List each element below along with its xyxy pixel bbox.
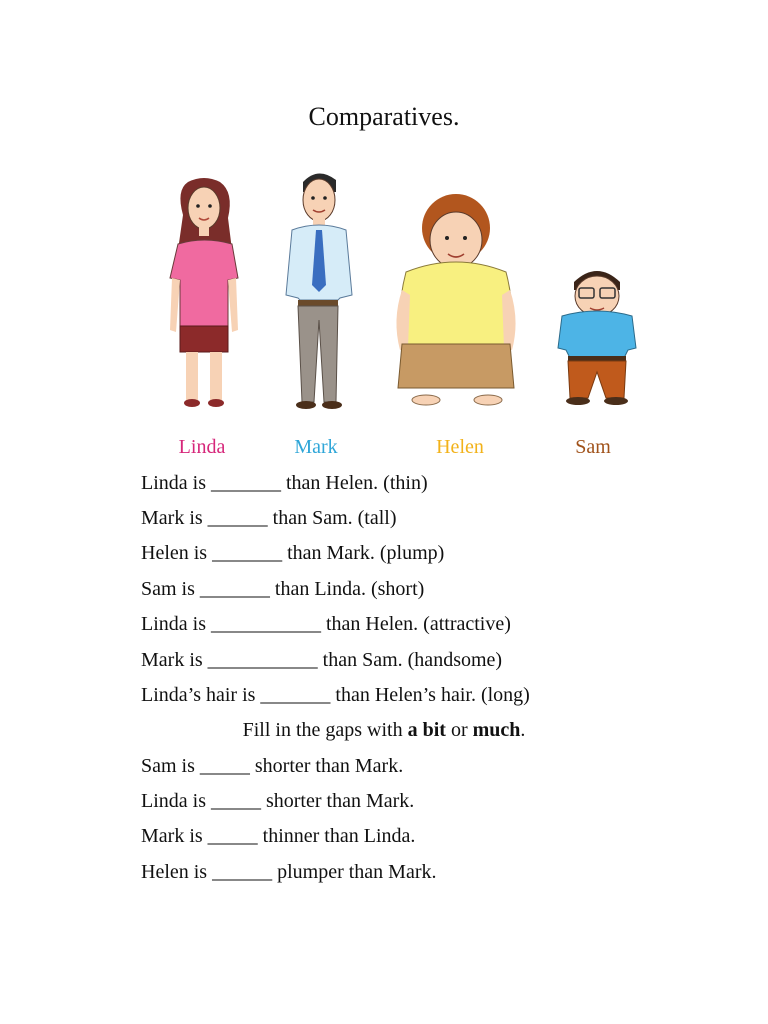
instruction-bold-a-bit: a bit — [407, 719, 446, 741]
linda-figure-icon — [170, 178, 238, 407]
mark-figure-icon — [286, 173, 352, 409]
characters-illustration — [0, 160, 768, 420]
character-name-mark: Mark — [294, 436, 338, 458]
character-name-sam: Sam — [575, 436, 611, 458]
exercise-sentence: Linda is ___________ than Helen. (attractive) — [141, 613, 511, 635]
exercise-sentence: Sam is _____ shorter than Mark. — [141, 755, 404, 777]
sam-figure-icon — [558, 271, 636, 405]
exercise-sentence: Mark is ______ than Sam. (tall) — [141, 507, 397, 529]
exercise-sentence: Helen is ______ plumper than Mark. — [141, 861, 437, 883]
instruction-text: . — [520, 719, 526, 741]
instruction-line — [0, 717, 768, 743]
worksheet-title: Comparatives. — [308, 102, 460, 131]
exercise-sentence: Helen is _______ than Mark. (plump) — [141, 542, 445, 564]
character-name-helen: Helen — [436, 436, 484, 458]
exercise-sentence: Mark is ___________ than Sam. (handsome) — [141, 649, 503, 671]
exercise-sentence: Sam is _______ than Linda. (short) — [141, 578, 425, 600]
character-name-linda: Linda — [178, 436, 226, 458]
instruction-text: or — [445, 719, 473, 741]
exercise-sentence: Linda’s hair is _______ than Helen’s hair. (long) — [141, 684, 530, 706]
instruction-text: Fill in the gaps with — [242, 719, 408, 741]
exercise-sentence: Linda is _______ than Helen. (thin) — [141, 472, 428, 494]
instruction-bold-much: much — [472, 719, 521, 741]
helen-figure-icon — [396, 194, 515, 405]
exercise-sentence: Mark is _____ thinner than Linda. — [141, 825, 416, 847]
exercise-sentence: Linda is _____ shorter than Mark. — [141, 790, 415, 812]
